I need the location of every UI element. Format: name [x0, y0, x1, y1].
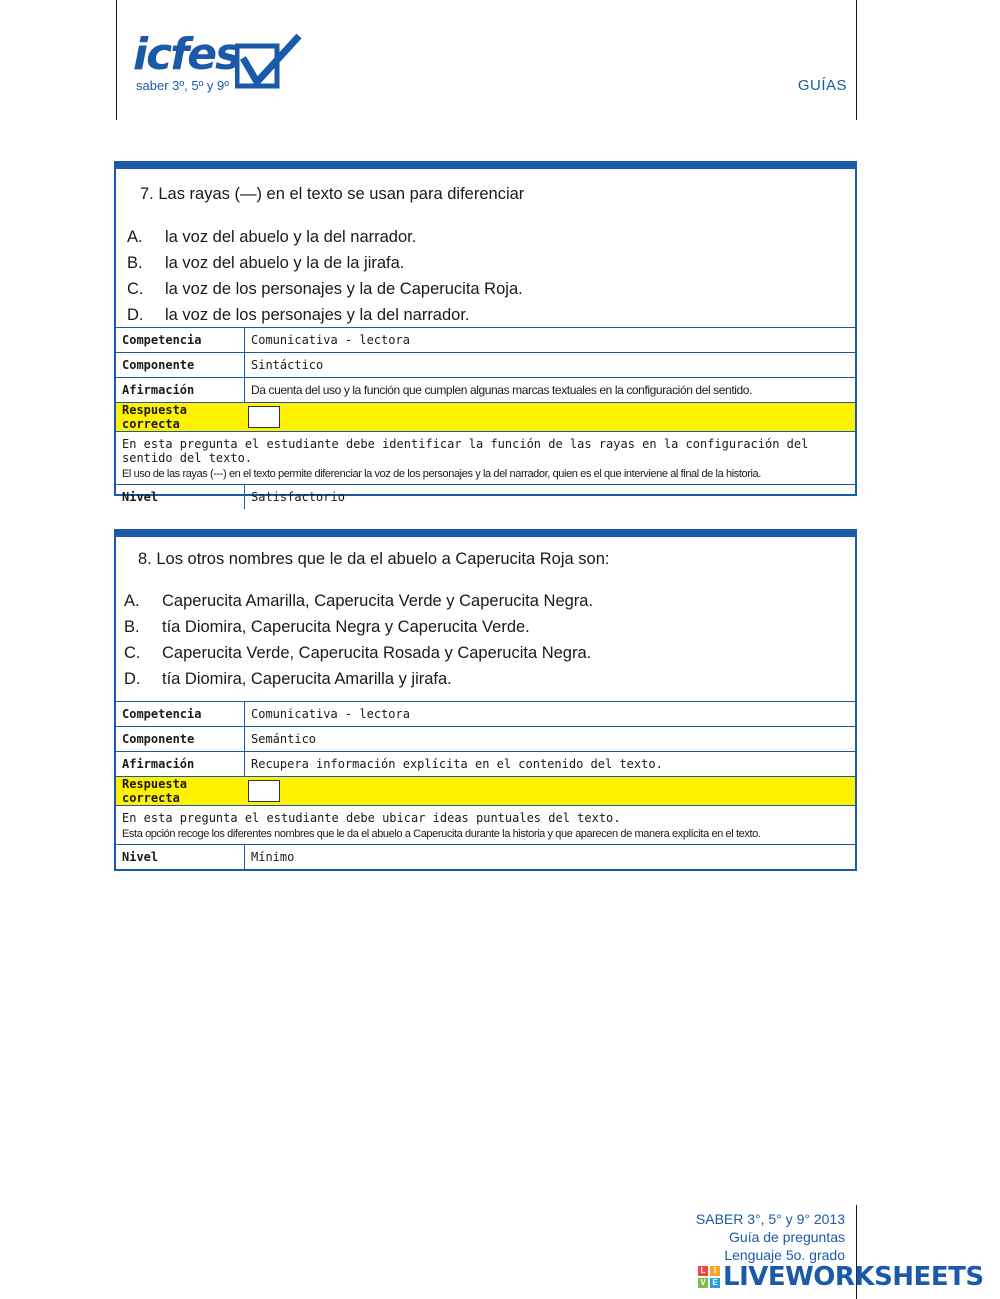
nivel-value: Satisfactorio [245, 485, 856, 510]
afirmacion-row [116, 378, 855, 403]
option-text: Caperucita Verde, Caperucita Rosada y Caperucita Negra. [162, 644, 592, 662]
page-footer [696, 1210, 845, 1264]
afirmacion-row [116, 752, 855, 777]
question-title: 8. Los otros nombres que le da el abuelo a Caperucita Roja son: [138, 550, 610, 568]
option-a[interactable] [124, 592, 593, 611]
option-c[interactable] [124, 644, 591, 663]
option-b[interactable] [127, 254, 404, 273]
option-c[interactable] [127, 280, 523, 299]
question-metadata-table [116, 327, 855, 509]
respuesta-label: Respuesta correcta [116, 403, 245, 432]
option-text: la voz del abuelo y la del narrador. [165, 228, 417, 246]
left-margin-line-top [116, 0, 117, 120]
competencia-value: Comunicativa - lectora [245, 328, 856, 353]
competencia-row [116, 328, 855, 353]
respuesta-label: Respuesta correcta [116, 777, 245, 806]
option-letter: B. [124, 618, 140, 636]
question-title: 7. Las rayas (—) en el texto se usan para diferenciar [140, 185, 525, 203]
option-letter: C. [124, 644, 141, 662]
section-label: GUÍAS [797, 77, 847, 94]
nivel-row [116, 485, 855, 510]
option-text: tía Diomira, Caperucita Negra y Caperucita Verde. [162, 618, 530, 636]
respuesta-row [116, 777, 855, 806]
logo-subtitle: saber 3º, 5º y 9º [136, 78, 230, 93]
explicacion-line-1: En esta pregunta el estudiante debe identificar la función de las rayas en la configuración del sentido del texto. [122, 437, 809, 465]
competencia-label: Competencia [116, 328, 245, 353]
explicacion-row [116, 806, 855, 845]
respuesta-row [116, 403, 855, 432]
nivel-label: Nivel [116, 845, 245, 870]
option-letter: A. [124, 592, 140, 610]
option-letter: C. [127, 280, 144, 298]
option-text: la voz de los personajes y la de Caperucita Roja. [165, 280, 523, 298]
nivel-label: Nivel [116, 485, 245, 510]
option-letter: D. [127, 306, 144, 324]
option-b[interactable] [124, 618, 530, 637]
explicacion-line-1: En esta pregunta el estudiante debe ubicar ideas puntuales del texto. [122, 811, 621, 825]
footer-guide: Guía de preguntas [729, 1229, 845, 1245]
option-letter: D. [124, 670, 141, 688]
answer-input-box[interactable] [248, 780, 280, 802]
explicacion-cell [116, 806, 855, 845]
afirmacion-value: Recupera información explícita en el contenido del texto. [245, 752, 856, 777]
option-text: la voz del abuelo y la de la jirafa. [165, 254, 405, 272]
option-text: la voz de los personajes y la del narrador. [165, 306, 470, 324]
explicacion-cell [116, 432, 855, 485]
footer-subject: Lenguaje 5o. grado [724, 1247, 845, 1263]
respuesta-cell [245, 403, 856, 432]
componente-label: Componente [116, 353, 245, 378]
liveworksheets-watermark [698, 1262, 984, 1292]
nivel-row [116, 845, 855, 870]
checkmark-icon [235, 34, 303, 90]
componente-value: Semántico [245, 727, 856, 752]
componente-value: Sintáctico [245, 353, 856, 378]
option-d[interactable] [124, 670, 452, 689]
competencia-label: Competencia [116, 702, 245, 727]
afirmacion-value: Da cuenta del uso y la función que cumplen algunas marcas textuales en la configuración del sentido. [245, 378, 856, 403]
footer-exam: SABER 3°, 5° y 9° 2013 [695, 1211, 845, 1227]
competencia-row [116, 702, 855, 727]
componente-label: Componente [116, 727, 245, 752]
icfes-logo [133, 30, 313, 100]
option-letter: B. [127, 254, 143, 272]
logo-wordmark: icfes [133, 29, 240, 80]
explicacion-row [116, 432, 855, 485]
option-text: Caperucita Amarilla, Caperucita Verde y Caperucita Negra. [162, 592, 594, 610]
explicacion-line-2: El uso de las rayas (---) en el texto permite diferenciar la voz de los personajes y la del narrador, quien es el que interviene al final de la historia. [122, 468, 761, 480]
option-d[interactable] [127, 306, 470, 325]
right-margin-line-top [856, 0, 857, 120]
liveworksheets-logo-icon: L I V E [698, 1266, 720, 1288]
option-a[interactable] [127, 228, 416, 247]
competencia-value: Comunicativa - lectora [245, 702, 856, 727]
nivel-value: Mínimo [245, 845, 856, 870]
question-card-7 [114, 161, 857, 504]
option-text: tía Diomira, Caperucita Amarilla y jirafa. [162, 670, 452, 688]
answer-input-box[interactable] [248, 406, 280, 428]
componente-row [116, 353, 855, 378]
question-card-8 [114, 529, 857, 871]
respuesta-cell [245, 777, 856, 806]
question-metadata-table [116, 701, 855, 869]
option-letter: A. [127, 228, 143, 246]
componente-row [116, 727, 855, 752]
explicacion-line-2: Esta opción recoge los diferentes nombres que le da el abuelo a Caperucita durante la historia y que aparecen de manera explícita en el texto. [122, 828, 761, 840]
afirmacion-label: Afirmación [116, 378, 245, 403]
watermark-text: LIVEWORKSHEETS [723, 1262, 984, 1292]
afirmacion-label: Afirmación [116, 752, 245, 777]
